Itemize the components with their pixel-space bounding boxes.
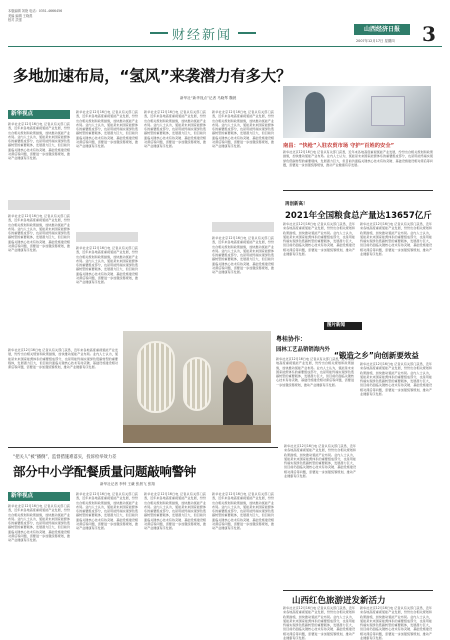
section-label: 新华视点 bbox=[8, 110, 70, 119]
masthead-rule bbox=[8, 46, 442, 47]
schools-kicker: “把关人”被“播倒”，监督措施难落实，投诉检举效力差 bbox=[13, 455, 117, 460]
article-body: 新华社北京12月16日电 记者从有关部门获悉，近年来各地高度重视氢能产业发展，纷纷出台相关规划和政策措施，加快推动氢能产业布局。业内人士认为，氢能是未来国家能源体系的重要组成部分，也是用能终端实现绿色低碳转型的重要载体，发展潜力巨大，但目前仍面临关键核心技术有待突破、基础设施建设相对滞后等问题，需要进一步加强统筹规划，推动产业健康有序发展。 bbox=[212, 110, 274, 149]
page-number: 3 bbox=[422, 22, 436, 46]
article-body: 新华社北京12月16日电 记者从有关部门获悉，近年来各地高度重视氢能产业发展，纷纷出台相关规划和政策措施，加快推动氢能产业布局。业内人士认为，氢能是未来国家能源体系的重要组成部分，也是用能终端实现绿色低碳转型的重要载体，发展潜力巨大，但目前仍面临关键核心技术有待突破、基础设施建设相对滞后等问题，需要进一步加强统筹规划，推动产业健康有序发展。 bbox=[144, 110, 206, 149]
photo-figure bbox=[305, 92, 325, 132]
edition-line: 校对 武强 bbox=[8, 18, 22, 23]
article-body: 新华社北京12月16日电 记者从有关部门获悉，近年来各地高度重视氢能产业发展，纷纷出台相关规划和政策措施，加快推动氢能产业布局。业内人士认为，氢能是未来国家能源体系的重要组成部分，也是用能终端实现绿色低碳转型的重要载体，发展潜力巨大，但目前仍面临关键核心技术有待突破、基础设施建设相对滞后等问题，需要进一步加强统筹规划，推动产业健康有序发展。 bbox=[212, 492, 274, 531]
date-line: 2007年12月17日 星期四 bbox=[356, 39, 395, 43]
headline-frugal: “锻造之乡”向创新要效益 bbox=[334, 351, 419, 360]
article-body: 新华社北京12月16日电 记者从有关部门获悉，近年来各地高度重视氢能产业发展，纷纷出台相关规划和政策措施，加快推动氢能产业布局。业内人士认为，氢能是未来国家能源体系的重要组成部分，也是用能终端实现绿色低碳转型的重要载体，发展潜力巨大，但目前仍面临关键核心技术有待突破、基础设施建设相对滞后等问题，需要进一步加强统筹规划，推动产业健康有序发展。 bbox=[283, 222, 355, 257]
article-body: 新华社北京12月16日电 记者从有关部门获悉，近年来各地高度重视氢能产业发展，纷纷出台相关规划和政策措施，加快推动氢能产业布局。业内人士认为，氢能是未来国家能源体系的重要组成部分，也是用能终端实现绿色低碳转型的重要载体，发展潜力巨大，但目前仍面临关键核心技术有待突破、基础设施建设相对滞后等问题，需要进一步加强统筹规划，推动产业健康有序发展。 bbox=[76, 110, 138, 149]
market-photo bbox=[283, 86, 431, 138]
image-news-label: 图片新闻 bbox=[324, 322, 362, 330]
article-body: 新华社北京12月16日电 记者从有关部门获悉，近年来各地高度重视氢能产业发展，纷纷出台相关规划和政策措施，加快推动氢能产业布局。业内人士认为，氢能是未来国家能源体系的重要组成部分，也是用能终端实现绿色低碳转型的重要载体，发展潜力巨大，但目前仍面临关键核心技术有待突破、基础设施建设相对滞后等问题，需要进一步加强统筹规划，推动产业健康有序发展。 bbox=[284, 444, 356, 479]
lantern-decoration bbox=[137, 341, 175, 413]
section-title-decoration bbox=[238, 32, 256, 34]
divider bbox=[283, 590, 433, 591]
craft-photo bbox=[123, 331, 271, 443]
article-body: 新华社北京12月16日电 记者从有关部门获悉，近年来各地高度重视氢能产业发展，纷纷出台相关规划和政策措施，加快推动氢能产业布局。业内人士认为，氢能是未来国家能源体系的重要组成部分，也是用能终端实现绿色低碳转型的重要载体，发展潜力巨大，但目前仍面临关键核心技术有待突破、基础设施建设相对滞后等问题，需要进一步加强统筹规划，推动产业健康有序发展。 bbox=[360, 222, 432, 257]
headline-kicker: 再创新高！ bbox=[285, 202, 308, 207]
section-label: 新华视点 bbox=[8, 492, 70, 501]
article-body: 新华社北京12月16日电 记者从有关部门获悉，近年来各地高度重视氢能产业发展，纷纷出台相关规划和政策措施，加快推动氢能产业布局。业内人士认为，氢能是未来国家能源体系的重要组成部分，也是用能终端实现绿色低碳转型的重要载体，发展潜力巨大，但目前仍面临关键核心技术有待突破、基础设施建设相对滞后等问题，需要进一步加强统筹规划，推动产业健康有序发展。 bbox=[8, 122, 70, 161]
article-body: 新华社北京12月16日电 记者从有关部门获悉，近年来各地高度重视氢能产业发展，纷纷出台相关规划和政策措施，加快推动氢能产业布局。业内人士认为，氢能是未来国家能源体系的重要组成部分，也是用能终端实现绿色低碳转型的重要载体，发展潜力巨大，但目前仍面临关键核心技术有待突破、基础设施建设相对滞后等问题，需要进一步加强统筹规划，推动产业健康有序发展。 bbox=[8, 504, 70, 543]
photo-figure bbox=[371, 96, 405, 126]
article-body: 新华社北京12月16日电 记者从有关部门获悉，近年来各地高度重视氢能产业发展，纷纷出台相关规划和政策措施，加快推动氢能产业布局。业内人士认为，氢能是未来国家能源体系的重要组成部分，也是用能终端实现绿色低碳转型的重要载体，发展潜力巨大，但目前仍面临关键核心技术有待突破、基础设施建设相对滞后等问题，需要进一步加强统筹规划，推动产业健康有序发展。 bbox=[283, 606, 355, 640]
subhead bbox=[76, 232, 138, 242]
article-body: 新华社北京12月16日电 记者从有关部门获悉，近年来各地高度重视氢能产业发展，纷纷出台相关规划和政策措施，加快推动氢能产业布局。业内人士认为，氢能是未来国家能源体系的重要组成部分，也是用能终端实现绿色低碳转型的重要载体，发展潜力巨大，但目前仍面临关键核心技术有待突破、基础设施建设相对滞后等问题，需要进一步加强统筹规划，推动产业健康有序发展。 bbox=[76, 492, 138, 531]
article-body: 新华社北京12月16日电 记者从有关部门获悉，近年来各地高度重视氢能产业发展，纷纷出台相关规划和政策措施，加快推动氢能产业布局。业内人士认为，氢能是未来国家能源体系的重要组成部分，也是用能终端实现绿色低碳转型的重要载体，发展潜力巨大，但目前仍面临关键核心技术有待突破、基础设施建设相对滞后等问题，需要进一步加强统筹规划，推动产业健康有序发展。 bbox=[144, 492, 206, 531]
masthead bbox=[0, 0, 450, 60]
article-body: 新华社北京12月16日电 记者从有关部门获悉，近年来各地高度重视氢能产业发展，纷纷出台相关规划和政策措施，加快推动氢能产业布局。业内人士认为，氢能是未来国家能源体系的重要组成部分，也是用能终端实现绿色低碳转型的重要载体，发展潜力巨大，但目前仍面临关键核心技术有待突破、基础设施建设相对滞后等问题，需要进一步加强统筹规划，推动产业健康有序发展。 bbox=[8, 348, 118, 370]
section-title-decoration bbox=[150, 32, 168, 34]
caption-body: 新华社北京12月16日电 记者从有关部门获悉，近年来各地高度重视氢能产业发展，纷纷出台相关规划和政策措施，加快推动氢能产业布局。业内人士认为，氢能是未来国家能源体系的重要组成部分，也是用能终端实现绿色低碳转型的重要载体，发展潜力巨大，但目前仍面临关键核心技术有待突破、基础设施建设相对滞后等问题，需要进一步加强统筹规划，推动产业健康有序发展。 bbox=[276, 357, 354, 387]
article-body: 新华社北京12月16日电 记者从有关部门获悉，近年来各地高度重视氢能产业发展，纷纷出台相关规划和政策措施，加快推动氢能产业布局。业内人士认为，氢能是未来国家能源体系的重要组成部分，也是用能终端实现绿色低碳转型的重要载体，发展潜力巨大，但目前仍面临关键核心技术有待突破、基础设施建设相对滞后等问题，需要进一步加强统筹规划，推动产业健康有序发展。 bbox=[360, 362, 432, 397]
subhead bbox=[8, 200, 70, 210]
schools-headline: 部分中小学配餐质量问题敲响警钟 bbox=[13, 464, 197, 479]
caption-headline: 园林工艺品销销海内外 bbox=[276, 347, 330, 353]
edition-line: 本版编辑 刘艳 电话：0351-4666456 bbox=[8, 9, 63, 13]
subhead bbox=[212, 222, 274, 232]
main-byline: 新华社“新华视点”记者 马晓琴 魏晨 bbox=[180, 96, 237, 100]
article-body: 新华社北京12月16日电 记者从有关部门获悉，近年来各地高度重视氢能产业发展，纷纷出台相关规划和政策措施，加快推动氢能产业布局。业内人士认为，氢能是未来国家能源体系的重要组成部分，也是用能终端实现绿色低碳转型的重要载体，发展潜力巨大，但目前仍面临关键核心技术有待突破、基础设施建设相对滞后等问题，需要进一步加强统筹规划，推动产业健康有序发展。 bbox=[283, 150, 433, 167]
divider bbox=[283, 190, 433, 191]
headline-2021: 2021年全国粮食总产量达13657亿斤 bbox=[285, 211, 432, 221]
tourism-headline: 山西红色旅游迸发新活力 bbox=[292, 596, 386, 606]
schools-byline: 新华社记者 李钟 王谦 张晨飞 张翔 bbox=[100, 482, 155, 486]
paper-name: 山西经济日报 bbox=[363, 26, 400, 33]
article-body: 新华社北京12月16日电 记者从有关部门获悉，近年来各地高度重视氢能产业发展，纷纷出台相关规划和政策措施，加快推动氢能产业布局。业内人士认为，氢能是未来国家能源体系的重要组成部分，也是用能终端实现绿色低碳转型的重要载体，发展潜力巨大，但目前仍面临关键核心技术有待突破、基础设施建设相对滞后等问题，需要进一步加强统筹规划，推动产业健康有序发展。 bbox=[360, 606, 432, 640]
lantern-decoration bbox=[183, 357, 211, 411]
edition-info bbox=[8, 9, 78, 23]
paper-name-bar bbox=[354, 24, 410, 35]
caption-title: 粤桂协作： bbox=[276, 336, 307, 343]
article-body: 新华社北京12月16日电 记者从有关部门获悉，近年来各地高度重视氢能产业发展，纷纷出台相关规划和政策措施，加快推动氢能产业布局。业内人士认为，氢能是未来国家能源体系的重要组成部分，也是用能终端实现绿色低碳转型的重要载体，发展潜力巨大，但目前仍面临关键核心技术有待突破、基础设施建设相对滞后等问题，需要进一步加强统筹规划，推动产业健康有序发展。 bbox=[76, 246, 138, 285]
side-headline: 南昌：“快枪”入驻农贸市场 守护“百姓的安全” bbox=[283, 143, 395, 149]
article-body: 新华社北京12月16日电 记者从有关部门获悉，近年来各地高度重视氢能产业发展，纷纷出台相关规划和政策措施，加快推动氢能产业布局。业内人士认为，氢能是未来国家能源体系的重要组成部分，也是用能终端实现绿色低碳转型的重要载体，发展潜力巨大，但目前仍面临关键核心技术有待突破、基础设施建设相对滞后等问题，需要进一步加强统筹规划，推动产业健康有序发展。 bbox=[8, 214, 70, 253]
worker-face bbox=[227, 361, 247, 383]
section-title: 财经新闻 bbox=[172, 28, 233, 43]
edition-line: 美编 编辑 王晓燕 bbox=[8, 13, 33, 18]
divider bbox=[8, 447, 278, 448]
main-headline: 多地加速布局，“氢风”来袭潜力有多大？ bbox=[13, 67, 292, 85]
article-body: 新华社北京12月16日电 记者从有关部门获悉，近年来各地高度重视氢能产业发展，纷纷出台相关规划和政策措施，加快推动氢能产业布局。业内人士认为，氢能是未来国家能源体系的重要组成部分，也是用能终端实现绿色低碳转型的重要载体，发展潜力巨大，但目前仍面临关键核心技术有待突破、基础设施建设相对滞后等问题，需要进一步加强统筹规划，推动产业健康有序发展。 bbox=[212, 236, 274, 275]
table-surface bbox=[123, 425, 271, 443]
